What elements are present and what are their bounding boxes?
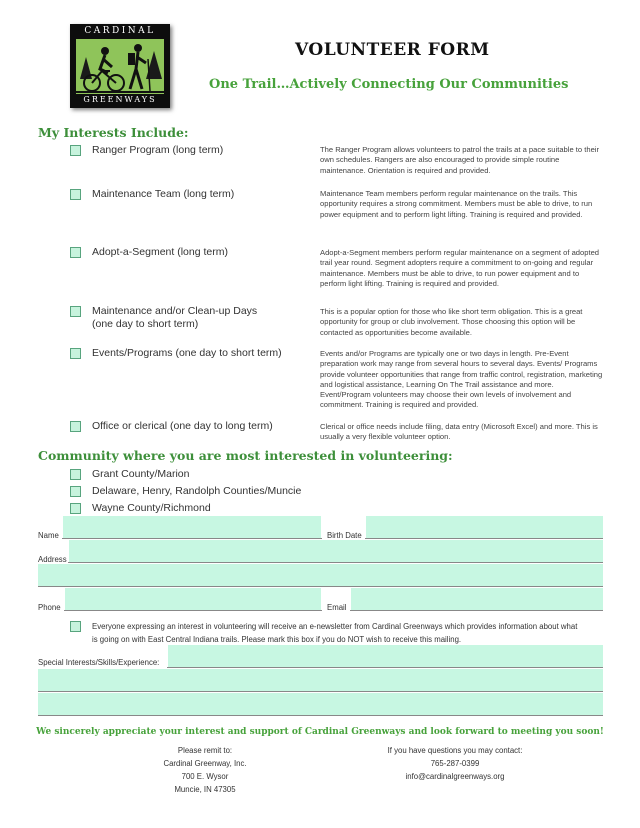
contact-phone: 765-287-0399 — [430, 759, 480, 768]
contact-info — [370, 744, 540, 783]
ranger-description: The Ranger Program allows volunteers to patrol the trails at a pace suitable to their own schedules. Rangers are also encouraged to provide simple routine maintenance. Orientation is required and provided. — [320, 145, 600, 175]
remit-address — [145, 744, 265, 796]
address-label: Address — [38, 555, 67, 564]
email-field[interactable] — [351, 588, 603, 610]
birth-date-label: Birth Date — [327, 531, 362, 540]
delaware-label: Delaware, Henry, Randolph Counties/Muncie — [92, 485, 302, 497]
adopt-segment-label: Adopt-a-Segment (long term) — [92, 246, 228, 258]
special-interests-field-line3[interactable] — [38, 693, 603, 715]
phone-field[interactable] — [65, 588, 321, 610]
newsletter-notice: Everyone expressing an interest in volunteering will receive an e-newsletter from Cardinal Greenways which provides information about what is going on with East Central Indiana trails. Please mark this box if you do NOT wish to receive this mailing. — [92, 622, 578, 644]
special-interests-underline-2 — [38, 691, 603, 692]
address-underline-2 — [38, 586, 603, 587]
grant-county-label: Grant County/Marion — [92, 468, 190, 480]
email-underline — [350, 610, 603, 611]
contact-line: If you have questions you may contact: — [387, 746, 523, 755]
community-heading: Community where you are most interested in volunteering: — [38, 448, 453, 463]
special-interests-underline-3 — [38, 715, 603, 716]
logo-artwork — [76, 39, 164, 94]
address-field-line2[interactable] — [38, 564, 603, 586]
maintenance-team-label: Maintenance Team (long term) — [92, 188, 235, 200]
remit-line: Cardinal Greenway, Inc. — [163, 759, 247, 768]
cardinal-greenways-logo — [70, 24, 170, 108]
address-underline-1 — [68, 562, 603, 563]
email-label: Email — [327, 603, 347, 612]
events-programs-label: Events/Programs (one day to short term) — [92, 347, 282, 359]
thank-you-message: We sincerely appreciate your interest and support of Cardinal Greenways and look forward to meeting you soon! — [36, 727, 604, 737]
events-programs-checkbox[interactable] — [70, 348, 81, 359]
wayne-county-label: Wayne County/Richmond — [92, 502, 211, 514]
birth-date-field[interactable] — [366, 516, 603, 538]
office-clerical-description: Clerical or office needs include filing, data entry (Microsoft Excel) and more. This is usually a very flexible volunteer option. — [320, 422, 598, 442]
special-interests-field-line1[interactable] — [168, 645, 603, 667]
adopt-segment-description: Adopt-a-Segment members perform regular maintenance on a segment of adopted trail year round. Segment adopters require a commitment to on-going and regular maintenance. Members must be able to drive, to run power equipment and to perform light lifting. Training is required and provided. — [320, 248, 600, 288]
special-interests-label: Special Interests/Skills/Experience: — [38, 658, 160, 667]
remit-line: 700 E. Wysor — [181, 772, 229, 781]
birth-date-underline — [365, 538, 603, 539]
cleanup-days-label: Maintenance and/or Clean-up Days (one day to short term) — [92, 305, 258, 330]
office-clerical-label: Office or clerical (one day to long term) — [92, 420, 273, 432]
maintenance-team-description: Maintenance Team members perform regular maintenance on the trails. This opportunity requires a strong commitment. Members must be able to drive, to run power equipment and to perform light lifting. Training is required and provided. — [320, 189, 593, 219]
special-interests-field-line2[interactable] — [38, 669, 603, 691]
cyclist-hiker-icon — [76, 39, 164, 94]
office-clerical-checkbox[interactable] — [70, 421, 81, 432]
grant-county-checkbox[interactable] — [70, 469, 81, 480]
newsletter-optout-checkbox[interactable] — [70, 621, 81, 632]
maintenance-team-checkbox[interactable] — [70, 189, 81, 200]
special-interests-underline-1 — [167, 667, 603, 668]
name-underline — [62, 538, 322, 539]
ranger-label: Ranger Program (long term) — [92, 144, 224, 156]
address-field-line1[interactable] — [69, 540, 603, 562]
ranger-checkbox[interactable] — [70, 145, 81, 156]
page-title: VOLUNTEER FORM — [295, 40, 490, 60]
phone-underline — [64, 610, 322, 611]
logo-bottom-text: GREENWAYS — [83, 95, 157, 104]
name-label: Name — [38, 531, 59, 540]
cleanup-days-checkbox[interactable] — [70, 306, 81, 317]
phone-label: Phone — [38, 603, 61, 612]
interests-heading: My Interests Include: — [38, 125, 189, 140]
cleanup-days-description: This is a popular option for those who like short term obligation. This is a great opportunity for group or club involvement. Those choosing this option will be contacted as opportunities become available. — [320, 307, 583, 337]
wayne-county-checkbox[interactable] — [70, 503, 81, 514]
adopt-segment-checkbox[interactable] — [70, 247, 81, 258]
logo-top-text: CARDINAL — [84, 26, 156, 36]
name-field[interactable] — [63, 516, 321, 538]
events-programs-description: Events and/or Programs are typically one or two days in length. Pre-Event preparation work may range from several hours to several days. Events/ Programs provide volunteer opportunities that range from traffic control, registration, marketing and logistical assistance, Learning On The Trail assistance and more. Event/Program volunteers may choose their own levels of involvement and commitment. Training is required and provided. — [320, 349, 603, 410]
contact-email: info@cardinalgreenways.org — [405, 772, 505, 781]
tagline: One Trail…Actively Connecting Our Communities — [209, 77, 569, 92]
delaware-checkbox[interactable] — [70, 486, 81, 497]
remit-line: Muncie, IN 47305 — [174, 785, 236, 794]
remit-line: Please remit to: — [177, 746, 233, 755]
